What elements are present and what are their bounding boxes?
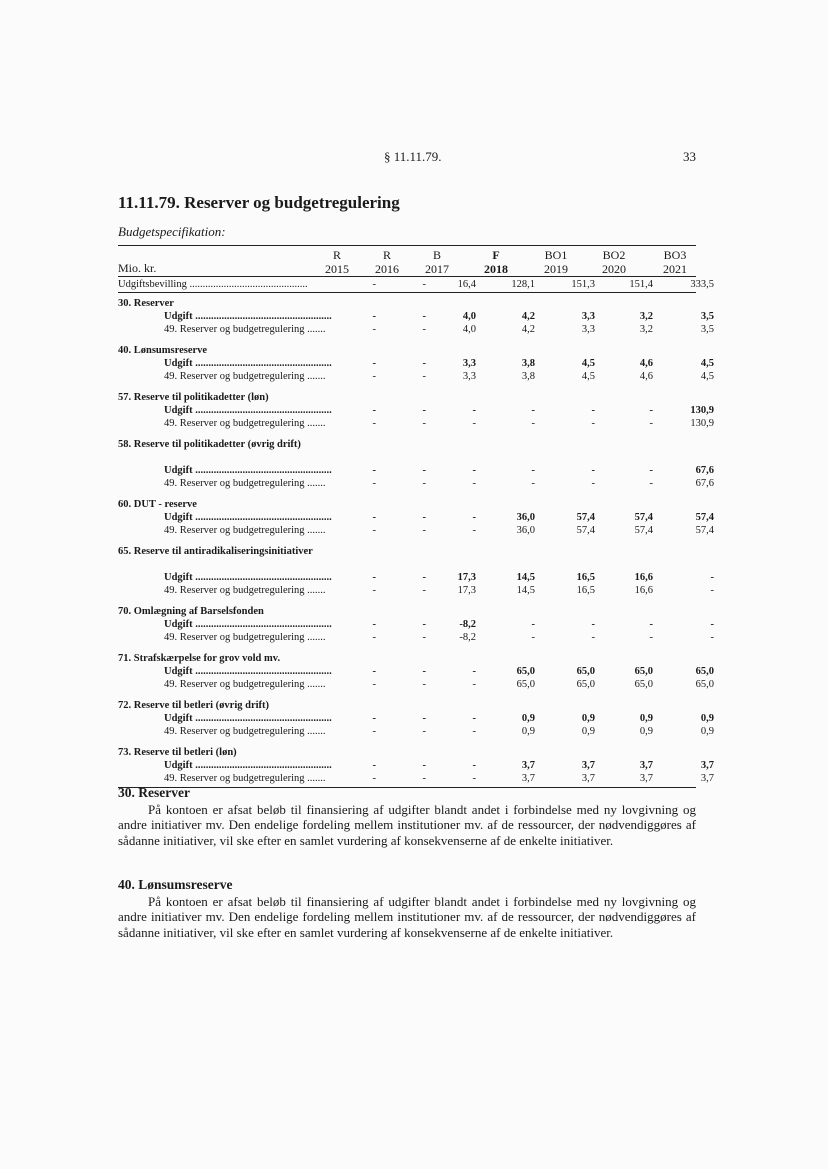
cell-value: 65,0	[695, 666, 714, 677]
cell-value: 128,1	[511, 279, 535, 290]
cell-value: -	[422, 773, 426, 784]
cell-value: 3,7	[521, 760, 535, 771]
row-label: Udgift ....................................................	[164, 713, 332, 724]
cell-value: 3,3	[581, 311, 595, 322]
column-year: 2018	[484, 262, 508, 276]
cell-value: -	[422, 324, 426, 335]
table-row-subaccount	[118, 678, 714, 691]
column-year: 2021	[663, 262, 687, 276]
table-row-subaccount	[118, 524, 714, 537]
row-label: Udgift ....................................................	[164, 760, 332, 771]
cell-value: 4,0	[462, 324, 476, 335]
cell-value: 4,6	[639, 358, 653, 369]
cell-value: 57,4	[695, 525, 714, 536]
row-spacer	[118, 336, 696, 344]
cell-value: 16,6	[634, 572, 653, 583]
section-body: På kontoen er afsat beløb til finansiering af udgifter blandt andet i forbindelse med ny lovgivning og andre initiativer mv. Den endelige fordeling mellem institutioner mv. af de ressourcer, der nødvendiggøres af sådanne initiativer, vil ske efter en samlet vurdering af konsekvenserne af de enkelte initiativer.	[118, 893, 696, 940]
cell-value: -	[422, 279, 426, 290]
section-heading: 30. Reserver	[118, 785, 190, 800]
cell-value: 0,9	[639, 726, 653, 737]
column-header	[361, 248, 413, 276]
cell-value: -	[472, 760, 476, 771]
cell-value: 130,9	[690, 418, 714, 429]
row-label: Udgift ....................................................	[164, 465, 332, 476]
cell-value: -	[422, 358, 426, 369]
cell-value: 130,9	[690, 405, 714, 416]
cell-value: 65,0	[634, 666, 653, 677]
cell-value: -	[472, 465, 476, 476]
cell-value: 4,5	[581, 358, 595, 369]
table-row-subaccount	[118, 370, 714, 383]
table-row-udgift	[118, 310, 714, 323]
row-label: 60. DUT - reserve	[118, 499, 197, 510]
column-year: 2017	[425, 262, 449, 276]
cell-value: -	[591, 418, 595, 429]
cell-value: 57,4	[576, 525, 595, 536]
cell-value: -8,2	[459, 632, 476, 643]
row-label: 30. Reserver	[118, 298, 174, 309]
cell-value: -	[422, 418, 426, 429]
section-lonsumsreserve	[118, 877, 696, 940]
table-header	[118, 246, 696, 277]
row-label: Udgift ....................................................	[164, 358, 332, 369]
column-code: R	[332, 248, 341, 262]
table-row-heading	[118, 297, 696, 310]
cell-value: 67,6	[695, 478, 714, 489]
cell-value: 36,0	[516, 525, 535, 536]
cell-value: -	[422, 666, 426, 677]
cell-value: 16,4	[457, 279, 476, 290]
cell-value: -	[710, 632, 714, 643]
cell-value: -	[649, 405, 653, 416]
cell-value: -	[372, 279, 376, 290]
table-row-subaccount	[118, 631, 714, 644]
cell-value: -	[472, 478, 476, 489]
cell-value: -	[372, 418, 376, 429]
cell-value: 3,3	[581, 324, 595, 335]
cell-value: -	[472, 773, 476, 784]
cell-value: -	[472, 405, 476, 416]
row-label: 72. Reserve til betleri (øvrig drift)	[118, 700, 270, 711]
cell-value: 3,7	[581, 773, 595, 784]
budget-table	[118, 245, 714, 788]
cell-value: 16,5	[576, 572, 595, 583]
row-label: Udgift ....................................................	[164, 512, 332, 523]
section-reference: § 11.11.79.	[384, 149, 442, 164]
cell-value: -	[649, 619, 653, 630]
cell-value: -	[472, 525, 476, 536]
page-number: 33	[683, 149, 696, 164]
cell-value: -	[531, 418, 535, 429]
cell-value: -	[531, 478, 535, 489]
cell-value: -	[372, 525, 376, 536]
cell-value: -	[710, 619, 714, 630]
row-label: 73. Reserve til betleri (løn)	[118, 747, 237, 758]
cell-value: 3,5	[700, 324, 714, 335]
cell-value: -	[422, 512, 426, 523]
cell-value: 3,3	[462, 371, 476, 382]
table-row-heading	[118, 438, 696, 464]
cell-value: -	[422, 585, 426, 596]
row-label: Udgift ....................................................	[164, 405, 332, 416]
cell-value: -	[372, 358, 376, 369]
cell-value: -	[372, 311, 376, 322]
table-row-udgift	[118, 759, 714, 772]
cell-value: 17,3	[457, 572, 476, 583]
cell-value: -	[649, 478, 653, 489]
row-label: 49. Reserver og budgetregulering .......	[164, 478, 326, 489]
cell-value: -	[372, 405, 376, 416]
cell-value: -	[372, 666, 376, 677]
column-header	[470, 248, 522, 276]
row-label: 49. Reserver og budgetregulering .......	[164, 585, 326, 596]
cell-value: -	[649, 465, 653, 476]
cell-value: -	[372, 760, 376, 771]
table-row-udgift	[118, 511, 714, 524]
cell-value: 151,3	[571, 279, 595, 290]
cell-value: -	[372, 713, 376, 724]
row-label: 49. Reserver og budgetregulering .......	[164, 371, 326, 382]
cell-value: 3,3	[462, 358, 476, 369]
column-header	[411, 248, 463, 276]
cell-value: 4,2	[521, 311, 535, 322]
row-spacer	[118, 644, 696, 652]
cell-value: -	[372, 619, 376, 630]
column-year: 2020	[602, 262, 626, 276]
cell-value: 333,5	[690, 279, 714, 290]
cell-value: 3,5	[700, 311, 714, 322]
cell-value: -	[422, 371, 426, 382]
column-year: 2016	[375, 262, 399, 276]
cell-value: 3,2	[639, 324, 653, 335]
table-row-udgift	[118, 357, 714, 370]
column-code: B	[432, 248, 441, 262]
cell-value: 65,0	[576, 679, 595, 690]
section-reserver	[118, 785, 696, 848]
cell-value: -	[372, 512, 376, 523]
table-row-subaccount	[118, 584, 714, 597]
column-year: 2015	[325, 262, 349, 276]
cell-value: -	[422, 405, 426, 416]
table-row-subaccount	[118, 323, 714, 336]
running-head	[0, 149, 828, 165]
table-row-udgift	[118, 571, 714, 584]
cell-value: 14,5	[516, 572, 535, 583]
cell-value: 0,9	[521, 726, 535, 737]
column-code: BO2	[602, 248, 626, 262]
cell-value: 57,4	[695, 512, 714, 523]
row-label: Udgift ....................................................	[164, 666, 332, 677]
cell-value: 3,7	[581, 760, 595, 771]
cell-value: 65,0	[576, 666, 595, 677]
cell-value: -	[472, 679, 476, 690]
table-row-udgift	[118, 618, 714, 631]
table-row-heading	[118, 699, 696, 712]
column-header	[649, 248, 701, 276]
column-code: F	[492, 248, 500, 262]
cell-value: 57,4	[576, 512, 595, 523]
table-body	[118, 277, 714, 787]
unit-label: Mio. kr.	[118, 261, 157, 275]
row-label: 70. Omlægning af Barselsfonden	[118, 606, 264, 617]
cell-value: -	[531, 632, 535, 643]
cell-value: 3,7	[639, 773, 653, 784]
cell-value: -	[472, 726, 476, 737]
cell-value: 17,3	[457, 585, 476, 596]
row-label: 57. Reserve til politikadetter (løn)	[118, 392, 269, 403]
table-row-total	[118, 277, 714, 293]
cell-value: 0,9	[581, 726, 595, 737]
cell-value: -	[591, 465, 595, 476]
cell-value: -	[422, 465, 426, 476]
cell-value: -	[649, 418, 653, 429]
cell-value: -	[422, 525, 426, 536]
cell-value: 14,5	[516, 585, 535, 596]
cell-value: -	[372, 726, 376, 737]
cell-value: 3,8	[521, 371, 535, 382]
row-spacer	[118, 383, 696, 391]
cell-value: -	[372, 585, 376, 596]
cell-value: 67,6	[695, 465, 714, 476]
cell-value: -	[372, 324, 376, 335]
row-label: 65. Reserve til antiradikaliseringsinitiativer	[118, 546, 313, 557]
cell-value: -	[472, 512, 476, 523]
cell-value: 151,4	[629, 279, 653, 290]
row-spacer	[118, 430, 696, 438]
column-code: BO3	[663, 248, 687, 262]
page-subtitle: Budgetspecifikation:	[118, 224, 226, 239]
table-row-heading	[118, 545, 696, 571]
row-label: 49. Reserver og budgetregulering .......	[164, 525, 326, 536]
cell-value: -	[422, 632, 426, 643]
cell-value: -	[710, 572, 714, 583]
cell-value: -	[422, 619, 426, 630]
cell-value: -	[422, 726, 426, 737]
column-header	[530, 248, 582, 276]
section-body: På kontoen er afsat beløb til finansiering af udgifter blandt andet i forbindelse med ny lovgivning og andre initiativer mv. Den endelige fordeling mellem institutioner mv. af de ressourcer, der nødvendiggøres af sådanne initiativer, vil ske efter en samlet vurdering af konsekvenserne af de enkelte initiativer.	[118, 801, 696, 848]
cell-value: 16,5	[576, 585, 595, 596]
row-label: 71. Strafskærpelse for grov vold mv.	[118, 653, 281, 664]
table-row-heading	[118, 746, 696, 759]
cell-value: 0,9	[700, 713, 714, 724]
table-row-heading	[118, 498, 696, 511]
cell-value: -	[422, 572, 426, 583]
cell-value: -	[372, 478, 376, 489]
cell-value: -	[710, 585, 714, 596]
cell-value: 36,0	[516, 512, 535, 523]
cell-value: 4,6	[639, 371, 653, 382]
cell-value: -	[472, 418, 476, 429]
row-label: 49. Reserver og budgetregulering .......	[164, 324, 326, 335]
row-label: 49. Reserver og budgetregulering .......	[164, 726, 326, 737]
cell-value: -	[422, 679, 426, 690]
column-code: R	[382, 248, 391, 262]
cell-value: -	[591, 619, 595, 630]
row-spacer	[118, 738, 696, 746]
cell-value: -	[422, 760, 426, 771]
cell-value: -	[372, 679, 376, 690]
cell-value: -	[372, 465, 376, 476]
cell-value: -	[372, 572, 376, 583]
table-row-heading	[118, 344, 696, 357]
row-label: Udgift ....................................................	[164, 311, 332, 322]
cell-value: -	[422, 311, 426, 322]
cell-value: 65,0	[516, 679, 535, 690]
cell-value: 3,7	[639, 760, 653, 771]
table-row-heading	[118, 391, 696, 404]
cell-value: -	[372, 632, 376, 643]
table-row-heading	[118, 605, 696, 618]
cell-value: -	[472, 713, 476, 724]
row-spacer	[118, 597, 696, 605]
column-header	[588, 248, 640, 276]
cell-value: 16,6	[634, 585, 653, 596]
row-label: 58. Reserve til politikadetter (øvrig drift)	[118, 439, 301, 450]
table-row-udgift	[118, 404, 714, 417]
cell-value: 4,2	[521, 324, 535, 335]
table-row-udgift	[118, 665, 714, 678]
cell-value: -	[591, 478, 595, 489]
cell-value: -	[591, 405, 595, 416]
section-heading: 40. Lønsumsreserve	[118, 877, 233, 892]
cell-value: 0,9	[521, 713, 535, 724]
cell-value: 57,4	[634, 525, 653, 536]
cell-value: -	[649, 632, 653, 643]
column-year: 2019	[544, 262, 568, 276]
column-header	[311, 248, 363, 276]
table-row-subaccount	[118, 725, 714, 738]
table-row-subaccount	[118, 772, 714, 785]
cell-value: 4,5	[700, 371, 714, 382]
row-label: 49. Reserver og budgetregulering .......	[164, 632, 326, 643]
cell-value: 4,0	[462, 311, 476, 322]
table-row-udgift	[118, 464, 714, 477]
cell-value: -	[422, 713, 426, 724]
cell-value: -	[422, 478, 426, 489]
cell-value: 65,0	[634, 679, 653, 690]
row-spacer	[118, 537, 696, 545]
cell-value: 0,9	[700, 726, 714, 737]
table-row-udgift	[118, 712, 714, 725]
row-label: Udgift ....................................................	[164, 619, 332, 630]
cell-value: 4,5	[581, 371, 595, 382]
cell-value: 3,7	[700, 760, 714, 771]
row-label: 40. Lønsumsreserve	[118, 345, 208, 356]
cell-value: 57,4	[634, 512, 653, 523]
cell-value: -	[472, 666, 476, 677]
cell-value: -	[531, 465, 535, 476]
cell-value: 0,9	[639, 713, 653, 724]
column-code: BO1	[544, 248, 568, 262]
cell-value: -	[531, 405, 535, 416]
cell-value: 3,2	[639, 311, 653, 322]
cell-value: 3,7	[521, 773, 535, 784]
row-label: 49. Reserver og budgetregulering .......	[164, 418, 326, 429]
row-label: Udgift ....................................................	[164, 572, 332, 583]
table-row-subaccount	[118, 477, 714, 490]
row-label: 49. Reserver og budgetregulering .......	[164, 773, 326, 784]
cell-value: -	[531, 619, 535, 630]
cell-value: -	[372, 371, 376, 382]
cell-value: 3,7	[700, 773, 714, 784]
cell-value: 3,8	[521, 358, 535, 369]
table-row-heading	[118, 652, 696, 665]
row-spacer	[118, 490, 696, 498]
row-label: Udgiftsbevilling .............................................	[118, 279, 308, 290]
row-label: 49. Reserver og budgetregulering .......	[164, 679, 326, 690]
cell-value: 65,0	[695, 679, 714, 690]
cell-value: 4,5	[700, 358, 714, 369]
cell-value: 0,9	[581, 713, 595, 724]
row-spacer	[118, 691, 696, 699]
cell-value: 65,0	[516, 666, 535, 677]
cell-value: -	[372, 773, 376, 784]
table-row-subaccount	[118, 417, 714, 430]
page-title: 11.11.79. Reserver og budgetregulering	[118, 193, 400, 212]
cell-value: -	[591, 632, 595, 643]
cell-value: -8,2	[459, 619, 476, 630]
